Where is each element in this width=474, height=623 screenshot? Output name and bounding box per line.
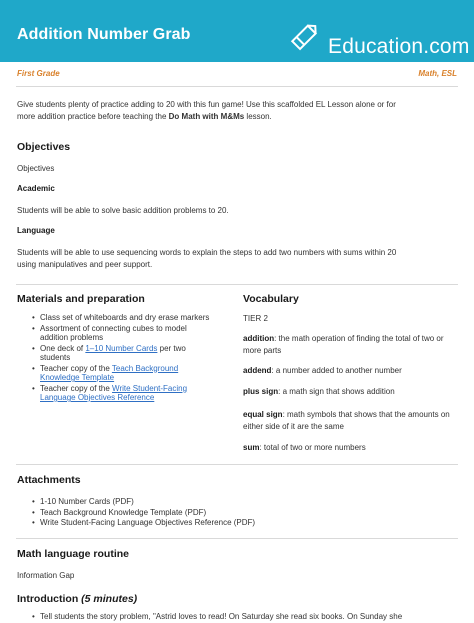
term: sum [243,443,260,452]
term: plus sign [243,387,279,396]
objectives-reference-link[interactable]: Write Student-Facing Language Objectives Reference [40,383,188,402]
language-text-2: using manipulatives and peer support. [17,260,153,269]
list-item [30,313,210,323]
term: addend [243,366,272,375]
divider [16,538,458,539]
definition: : math symbols that shows that the amounts on either side of it are the same [243,410,450,431]
logo-text: Education.com [328,35,470,58]
list-item [30,364,210,383]
objectives-subheading: Objectives [17,164,55,173]
attachment-item[interactable]: • 1-10 Number Cards (PDF) [30,497,330,507]
grade-label: First Grade [17,69,60,78]
intro-line-1: Give students plenty of practice adding to 20 with this fun game! Use this scaffolded EL Lesson alone or for [17,100,396,109]
item-text: One deck of [40,343,86,353]
divider [16,284,458,285]
academic-text: Students will be able to solve basic addition problems to 20. [17,206,229,215]
definition: : total of two or more numbers [259,443,366,452]
item-text: Teacher copy of the [40,363,112,373]
language-text-1: Students will be able to use sequencing words to explain the steps to add two numbers with sums within 20 [17,248,397,257]
intro-text-end: lesson. [244,112,272,121]
subject-label: Math, ESL [418,69,457,78]
vocab-term [243,386,457,398]
language-label: Language [17,226,55,235]
term: equal sign [243,410,283,419]
term: addition [243,334,275,343]
header-bar [0,0,474,62]
introduction-time: (5 minutes) [81,593,138,605]
item-text: per two students [40,343,186,362]
list-item: • Tell students the story problem, "Astrid loves to read! On Saturday she read six books. On Sunday she [30,612,470,622]
list-item [30,384,210,403]
materials-heading: Materials and preparation [17,293,145,305]
routine-heading: Math language routine [17,548,130,560]
attachments-list [30,497,330,529]
page-title: Addition Number Grab [17,26,191,43]
introduction-title: Introduction [17,593,79,605]
introduction-heading [17,593,137,605]
materials-list [30,313,210,404]
objectives-heading: Objectives [17,141,71,153]
attachment-item[interactable]: • Teach Background Knowledge Template (PDF) [30,508,330,518]
list-item [30,344,210,363]
item-text: Teacher copy of the [40,383,113,393]
definition: : the math operation of finding the total of two or more parts [243,334,444,355]
intro-bold-lesson: Do Math with M&Ms [168,112,245,121]
item-text: Assortment of connecting cubes to model addition problems [40,323,187,342]
item-text: Class set of whiteboards and dry erase markers [40,313,210,322]
divider [16,86,458,87]
vocab-tier: TIER 2 [243,314,268,323]
vocab-term [243,409,457,432]
definition: : a number added to another number [271,366,402,375]
background-template-link[interactable]: Teach Background Knowledge Template [40,363,179,382]
intro-text: more addition practice before teaching the [17,112,169,121]
vocab-term [243,365,457,377]
introduction-list [30,612,470,623]
intro-line-2 [17,111,272,123]
attachment-item[interactable]: • Write Student-Facing Language Objectives Reference (PDF) [30,518,330,528]
number-cards-link[interactable]: 1–10 Number Cards [85,343,158,353]
vocab-term [243,333,457,356]
divider [16,464,458,465]
pencil-icon [288,20,322,54]
routine-text: Information Gap [17,571,75,580]
definition: : a math sign that shows addition [278,387,395,396]
vocabulary-heading: Vocabulary [243,293,299,305]
list-item [30,324,210,343]
vocab-term [243,442,457,454]
attachments-heading: Attachments [17,474,81,486]
academic-label: Academic [17,184,55,193]
